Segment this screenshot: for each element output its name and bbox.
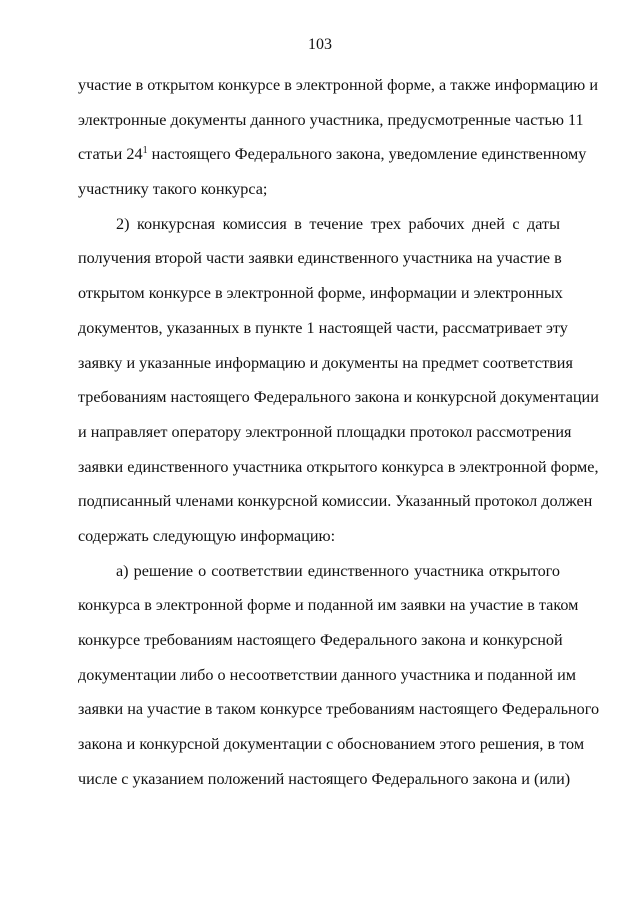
text-line: а) решение о соответствии единственного участника открытого <box>116 561 560 580</box>
text-line: получения второй части заявки единственного участника на участие в <box>78 249 562 268</box>
text-line: 2) конкурсная комиссия в течение трех рабочих дней с даты <box>116 214 560 233</box>
document-body <box>78 68 600 796</box>
article-reference: статьи 24 <box>78 145 143 164</box>
text-line: заявку и указанные информацию и документы на предмет соответствия <box>78 353 573 372</box>
text-line: открытом конкурсе в электронной форме, информации и электронных <box>78 284 563 303</box>
text-line: подписанный членами конкурсной комиссии. Указанный протокол должен <box>78 492 593 511</box>
text-line: требованиям настоящего Федерального закона и конкурсной документации <box>78 388 599 407</box>
text-line: и направляет оператору электронной площадки протокол рассмотрения <box>78 422 572 441</box>
text-line: документов, указанных в пункте 1 настоящей части, рассматривает эту <box>78 318 568 337</box>
text-line: конкурсе требованиям настоящего Федерального закона и конкурсной <box>78 631 563 649</box>
text-line: закона и конкурсной документации с обоснованием этого решения, в том <box>78 735 585 754</box>
text-line: заявки на участие в таком конкурсе требованиям настоящего Федерального <box>78 700 600 719</box>
text-line: содержать следующую информацию: <box>78 526 336 545</box>
text-line-rest: настоящего Федерального закона, уведомление единственному <box>151 145 587 164</box>
text-line: участнику такого конкурса; <box>78 180 268 199</box>
text-line: конкурса в электронной форме и поданной им заявки на участие в таком <box>78 596 579 615</box>
page-number: 103 <box>308 36 332 53</box>
text-line <box>78 137 587 172</box>
article-superscript: 1 <box>142 145 148 157</box>
text-line: участие в открытом конкурсе в электронной форме, а также информацию и <box>78 76 598 94</box>
text-line: электронные документы данного участника, предусмотренные частью 11 <box>78 110 584 129</box>
text-line: документации либо о несоответствии данного участника и поданной им <box>78 665 576 684</box>
text-line: числе с указанием положений настоящего Федерального закона и (или) <box>78 769 571 788</box>
text-line: заявки единственного участника открытого конкурса в электронной форме, <box>78 457 599 476</box>
